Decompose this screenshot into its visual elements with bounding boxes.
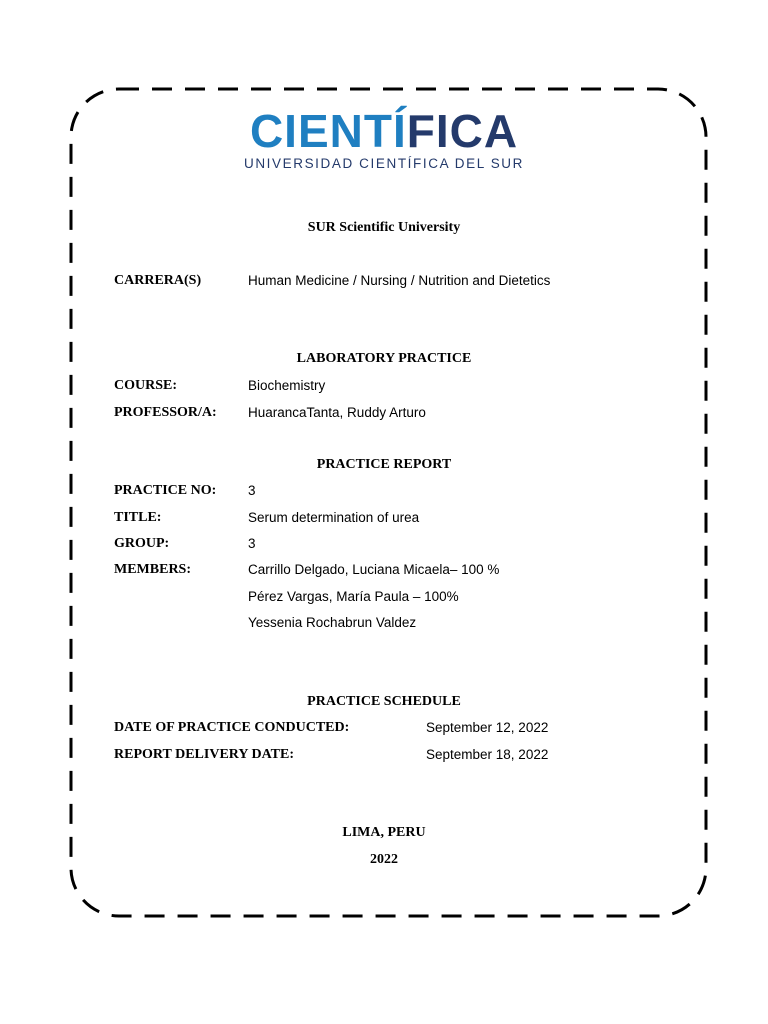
member-item: Yessenia Rochabrun Valdez <box>248 615 417 630</box>
delivery-value: September 18, 2022 <box>426 747 549 762</box>
practice-no-value: 3 <box>248 483 256 498</box>
group-label: GROUP: <box>114 536 170 551</box>
schedule-heading: PRACTICE SCHEDULE <box>307 694 461 709</box>
logo-subtitle: UNIVERSIDAD CIENTÍFICA DEL SUR <box>243 156 525 171</box>
lab-heading: LABORATORY PRACTICE <box>296 351 472 366</box>
university-name: SUR Scientific University <box>307 220 461 235</box>
members-label: MEMBERS: <box>114 562 191 577</box>
conducted-value: September 12, 2022 <box>426 720 549 735</box>
university-logo <box>0 105 768 171</box>
career-label: CARRERA(S) <box>114 273 202 288</box>
course-label: COURSE: <box>114 378 178 393</box>
member-item: Pérez Vargas, María Paula – 100% <box>248 589 459 604</box>
title-value: Serum determination of urea <box>248 510 420 525</box>
course-value: Biochemistry <box>248 378 326 393</box>
delivery-label: REPORT DELIVERY DATE: <box>114 747 295 762</box>
title-label: TITLE: <box>114 510 162 525</box>
footer-place: LIMA, PERU <box>342 825 426 840</box>
practice-no-label: PRACTICE NO: <box>114 483 217 498</box>
career-value: Human Medicine / Nursing / Nutrition and Dietetics <box>248 273 551 288</box>
member-item: Carrillo Delgado, Luciana Micaela– 100 % <box>248 562 500 577</box>
group-value: 3 <box>248 536 256 551</box>
professor-value: HuarancaTanta, Ruddy Arturo <box>248 405 426 420</box>
professor-label: PROFESSOR/A: <box>114 405 217 420</box>
report-heading: PRACTICE REPORT <box>316 457 452 472</box>
logo-wordmark: CIENTÍFICA <box>249 105 519 157</box>
footer-year: 2022 <box>370 852 398 867</box>
conducted-label: DATE OF PRACTICE CONDUCTED: <box>114 720 350 735</box>
